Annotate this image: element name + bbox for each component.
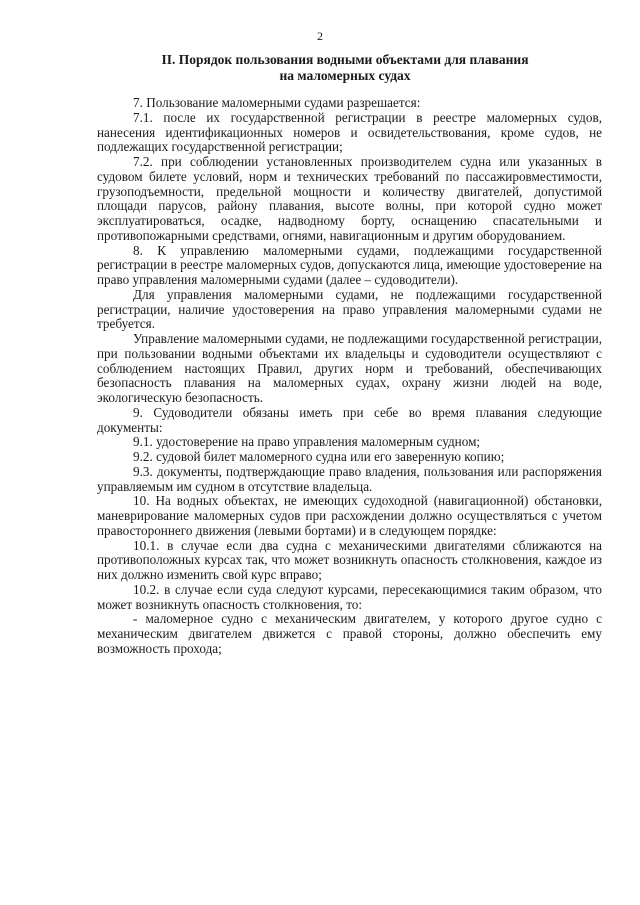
paragraph-8-unregistered: Для управления маломерными судами, не подлежащими государственной регистрации, наличие удостоверения на право управления маломерными судами не требуется.: [97, 286, 602, 332]
paragraph-10-2: 10.2. в случае если суда следуют курсами, пересекающимися таким образом, что может возникнуть опасность столкновения, то:: [97, 581, 602, 612]
page-number: 2: [317, 29, 323, 43]
paragraph-10-1: 10.1. в случае если два судна с механическими двигателями сближаются на противоположных курсах так, что может возникнуть опасность столкновения, каждое из них должно изменить свой курс вправо;: [97, 537, 602, 582]
paragraph-7-2: 7.2. при соблюдении установленных производителем судна или указанных в судовом билете условий, норм и технических требований по пассажировместимости, грузоподъемности, предельной мощности и количеству двигателей, допустимой площади парусов, району плавания, высоте волны, при которой судно может эксплуатироваться, осадке, надводному борту, оснащению спасательными и противопожарными средствами, огнями, навигационным и другим оборудованием.: [97, 154, 602, 243]
section-heading-line-2: на маломерных судах: [279, 68, 411, 83]
paragraph-9-3: 9.3. документы, подтверждающие право владения, пользования или распоряжения управляемым им судном в отсутствие владельца.: [97, 463, 602, 494]
paragraph-7: 7. Пользование маломерными судами разрешается:: [133, 95, 421, 110]
paragraph-9-2: 9.2. судовой билет маломерного судна или его заверенную копию;: [133, 449, 505, 464]
paragraph-10-2-item: - маломерное судно с механическим двигателем, у которого другое судно с механическим двигателем движется с правой стороны, должно обеспечить ему возможность прохода;: [97, 611, 602, 656]
paragraph-7-1: 7.1. после их государственной регистрации в реестре маломерных судов, нанесения идентификационных номеров и освидетельствования, кроме судов, не подлежащих государственной регистрации;: [97, 109, 602, 155]
section-heading: [140, 52, 550, 84]
paragraph-10: 10. На водных объектах, не имеющих судоходной (навигационной) обстановки, маневрирование маломерных судов при расхождении должно осуществляться с учетом правостороннего движения (левыми бортами) и в следующем порядке:: [97, 493, 602, 538]
paragraph-9-1: 9.1. удостоверение на право управления маломерным судном;: [133, 434, 481, 450]
section-heading-line-1: II. Порядок пользования водными объектами для плавания: [161, 52, 529, 67]
paragraph-8: 8. К управлению маломерными судами, подлежащими государственной регистрации в реестре маломерных судов, допускаются лица, имеющие удостоверение на право управления маломерными судами (далее – судоводители).: [97, 242, 602, 287]
paragraph-9: 9. Судоводители обязаны иметь при себе во время плавания следующие документы:: [97, 404, 602, 435]
paragraph-8-owners: Управление маломерными судами, не подлежащими государственной регистрации, при пользовании водными объектами их владельцы и судоводители осуществляют с соблюдением настоящих Правил, других норм и требований, обеспечивающих безопасность плавания на маломерных судах, охрану жизни людей на воде, экологическую безопасность.: [97, 331, 602, 405]
document-body: [97, 96, 602, 657]
